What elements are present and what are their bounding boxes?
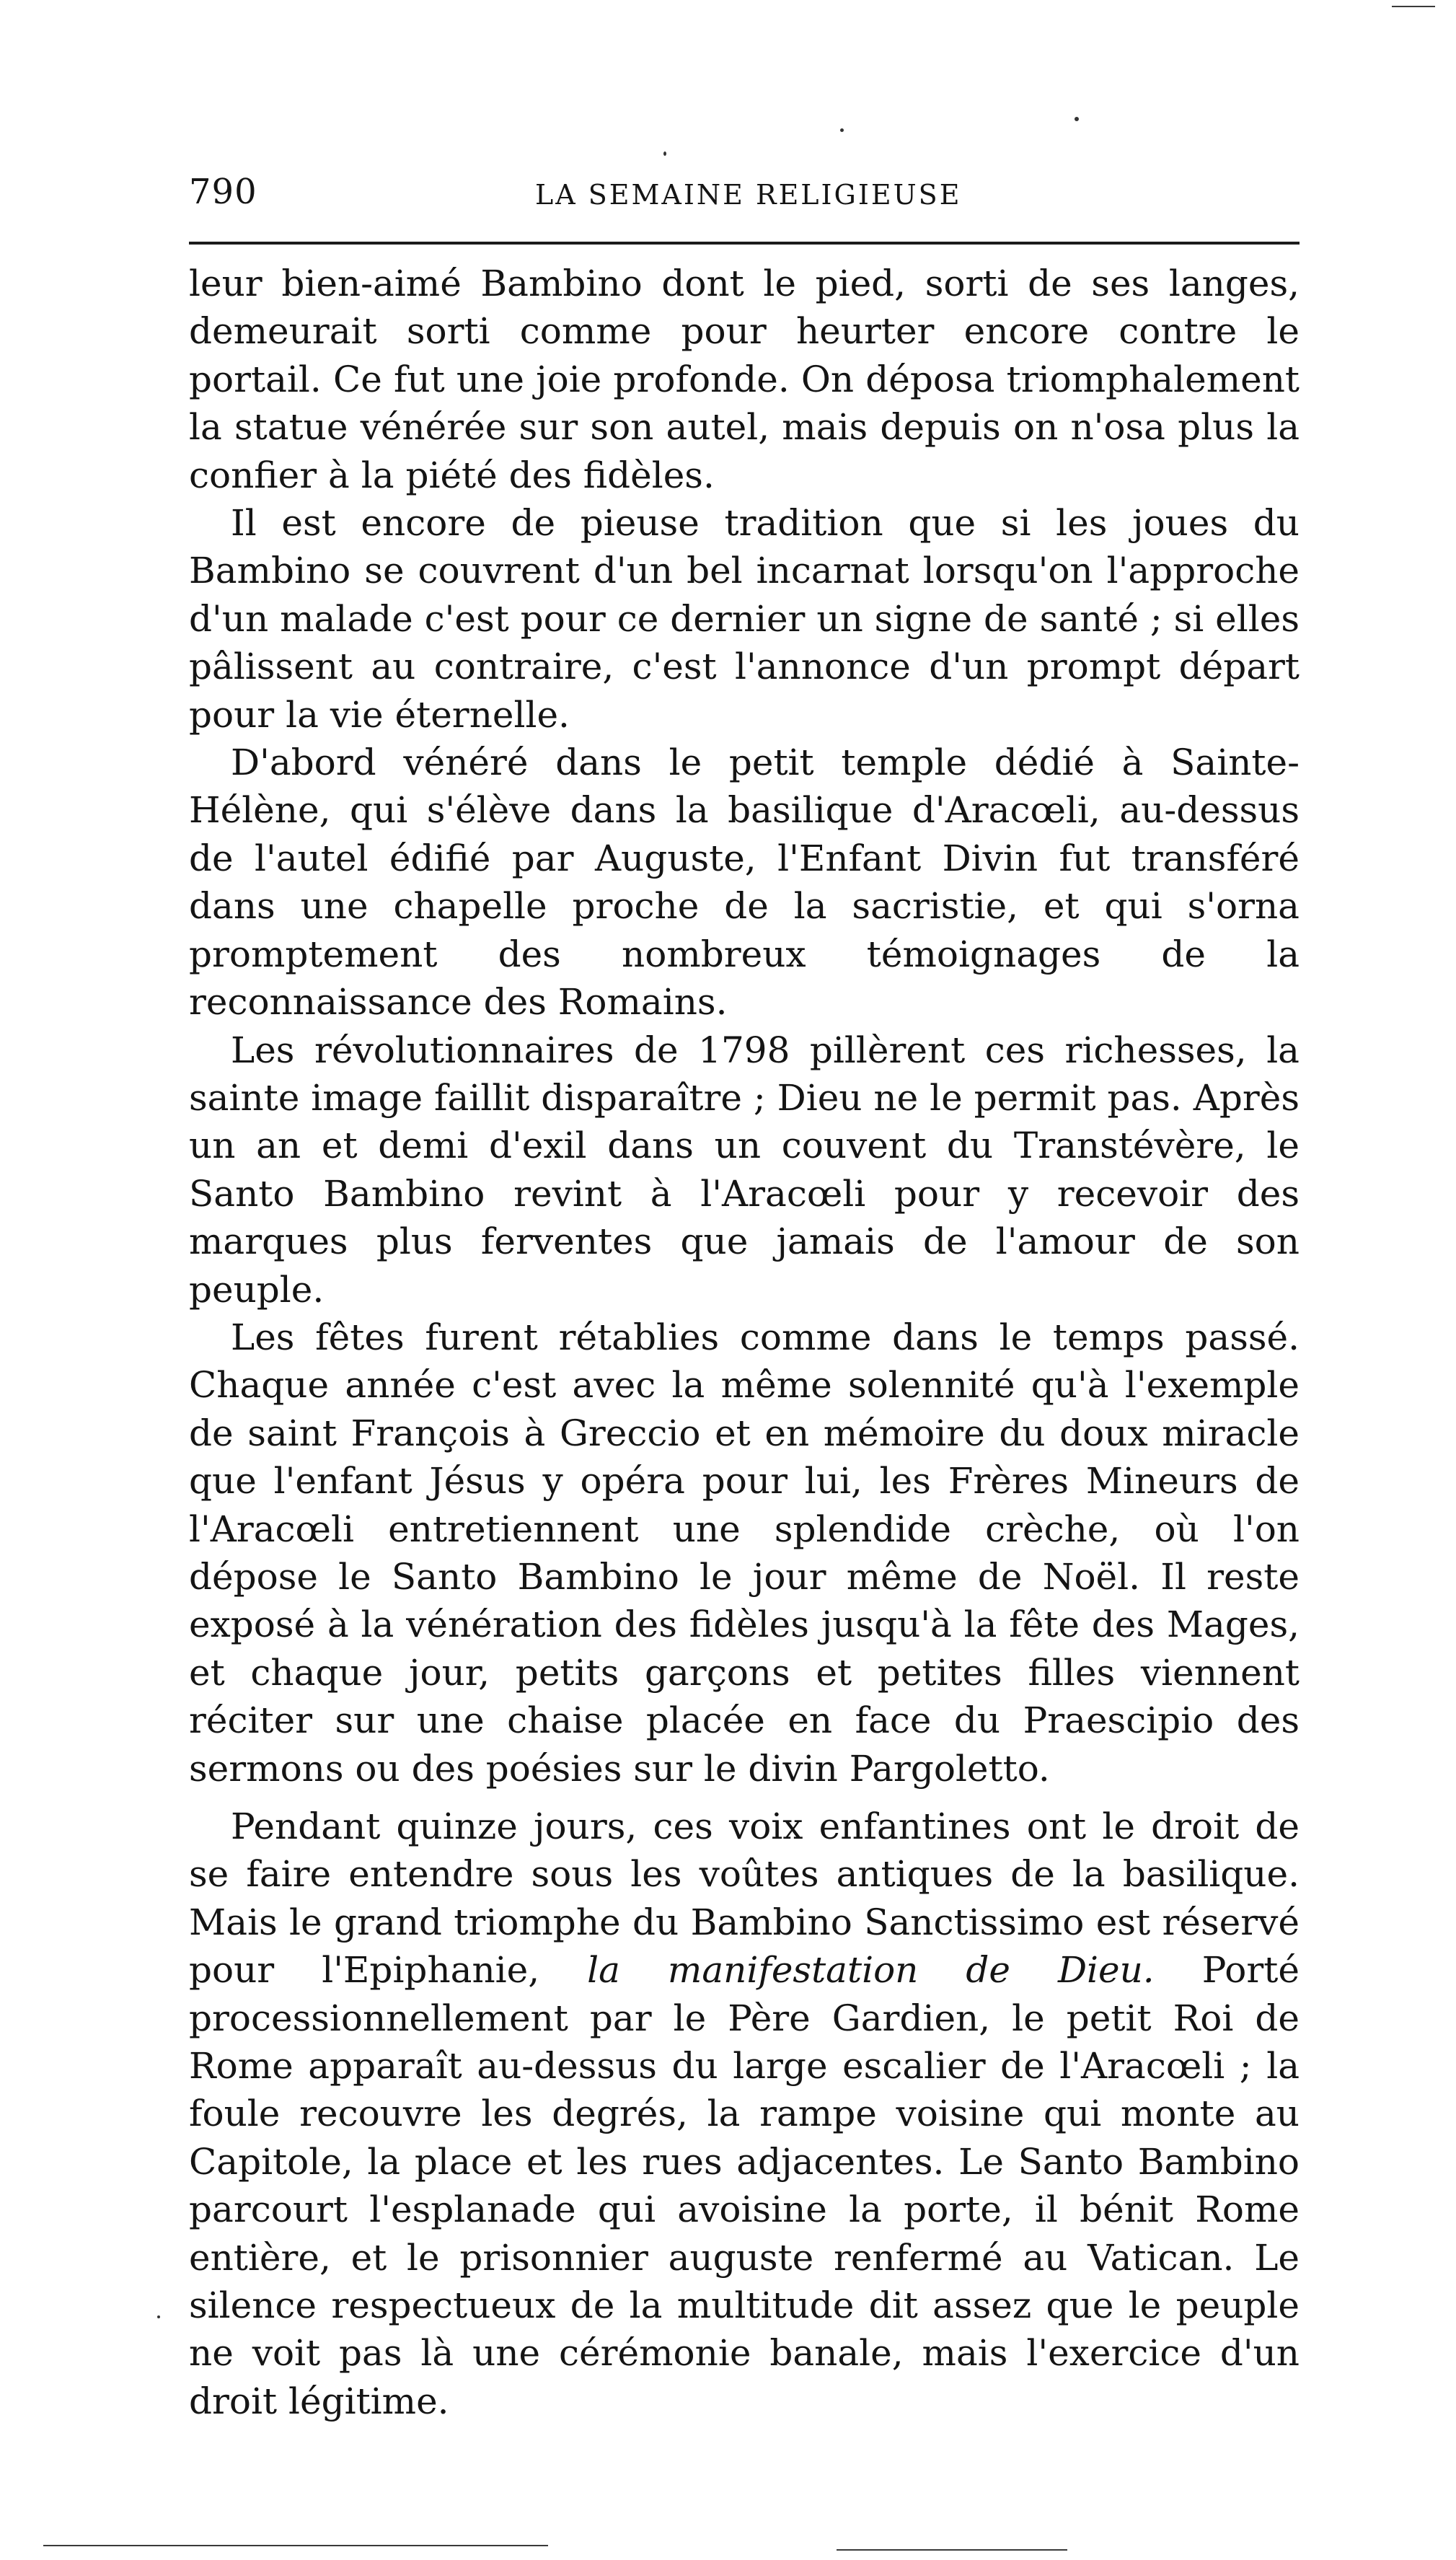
scan-speck <box>663 151 666 156</box>
header-rule <box>189 242 1300 245</box>
top-edge-line <box>1392 6 1435 7</box>
paragraph-1: leur bien-aimé Bambino dont le pied, sorti de ses langes, demeurait sorti comme pour heurter encore contre le portail. Ce fut une joie profonde. On déposa triomphalement la statue vénérée sur son autel, mais depuis on n'osa plus la confier à la piété des fidèles. <box>189 263 1300 496</box>
paragraph-3: D'abord vénéré dans le petit temple dédié à Sainte-Hélène, qui s'élève dans la basilique d'Aracœli, au-dessus de l'autel édifié par Auguste, l'Enfant Divin fut transféré dans une chapelle proche de la sacristie, et qui s'orna promptement des nombreux témoignages de la reconnaissance des Romains. <box>189 742 1300 1024</box>
bottom-edge-line <box>43 2545 548 2546</box>
paragraph-6-text-after: Porté processionnellement par le Père Gardien, le petit Roi de Rome apparaît au-dessus du large escalier de l'Aracœli ; la foule recouvre les degrés, la rampe voisine qui monte au Capitole, la place et les rues adjacentes. Le Santo Bambino parcourt l'esplanade qui avoisine la porte, il bénit Rome entière, et le prisonnier auguste renfermé au Vatican. Le silence respectueux de la multitude dit assez que le peuple ne voit pas là une cérémonie banale, mais l'exercice d'un droit légitime. <box>189 1949 1300 2422</box>
paragraph-2: Il est encore de pieuse tradition que si les joues du Bambino se couvrent d'un bel incarnat lorsqu'on l'approche d'un malade c'est pour ce dernier un signe de santé ; si elles pâlissent au contraire, c'est l'annonce d'un prompt départ pour la vie éternelle. <box>189 502 1300 736</box>
paragraph-6-italic-phrase: la manifestation de Dieu. <box>587 1949 1155 1992</box>
page-header <box>189 172 1300 222</box>
paragraph-5: Les fêtes furent rétablies comme dans le temps passé. Chaque année c'est avec la même solennité qu'à l'exemple de saint François à Greccio et en mémoire du doux miracle que l'enfant Jésus y opéra pour lui, les Frères Mineurs de l'Aracœli entretiennent une splendide crèche, où l'on dépose le Santo Bambino le jour même de Noël. Il reste exposé à la vénération des fidèles jusqu'à la fête des Mages, et chaque jour, petits garçons et petites filles viennent réciter sur une chaise placée en face du Praescipio des sermons ou des poésies sur le divin Pargoletto. <box>189 1316 1300 1790</box>
scan-speck <box>1075 117 1079 121</box>
paragraph-4: Les révolutionnaires de 1798 pillèrent ces richesses, la sainte image faillit disparaître ; Dieu ne le permit pas. Après un an et demi d'exil dans un couvent du Transtévère, le Santo Bambino revint à l'Aracœli pour y recevoir des marques plus ferventes que jamais de l'amour de son peuple. <box>189 1029 1300 1311</box>
page-number: 790 <box>189 172 257 212</box>
bottom-edge-line <box>837 2549 1067 2551</box>
paragraph-6 <box>189 1803 1300 2425</box>
paragraph-6-text-before: Pendant quinze jours, ces voix enfantines ont le droit de se faire entendre sous les voûtes antiques de la basilique. Mais le grand triomphe du Bambino Sanctissimo est réservé pour l'Epiphanie, <box>189 1805 1300 1992</box>
running-title: LA SEMAINE RELIGIEUSE <box>535 179 962 211</box>
scan-speck <box>840 128 844 132</box>
scan-speck <box>157 2315 160 2318</box>
body-text <box>189 260 1300 2425</box>
